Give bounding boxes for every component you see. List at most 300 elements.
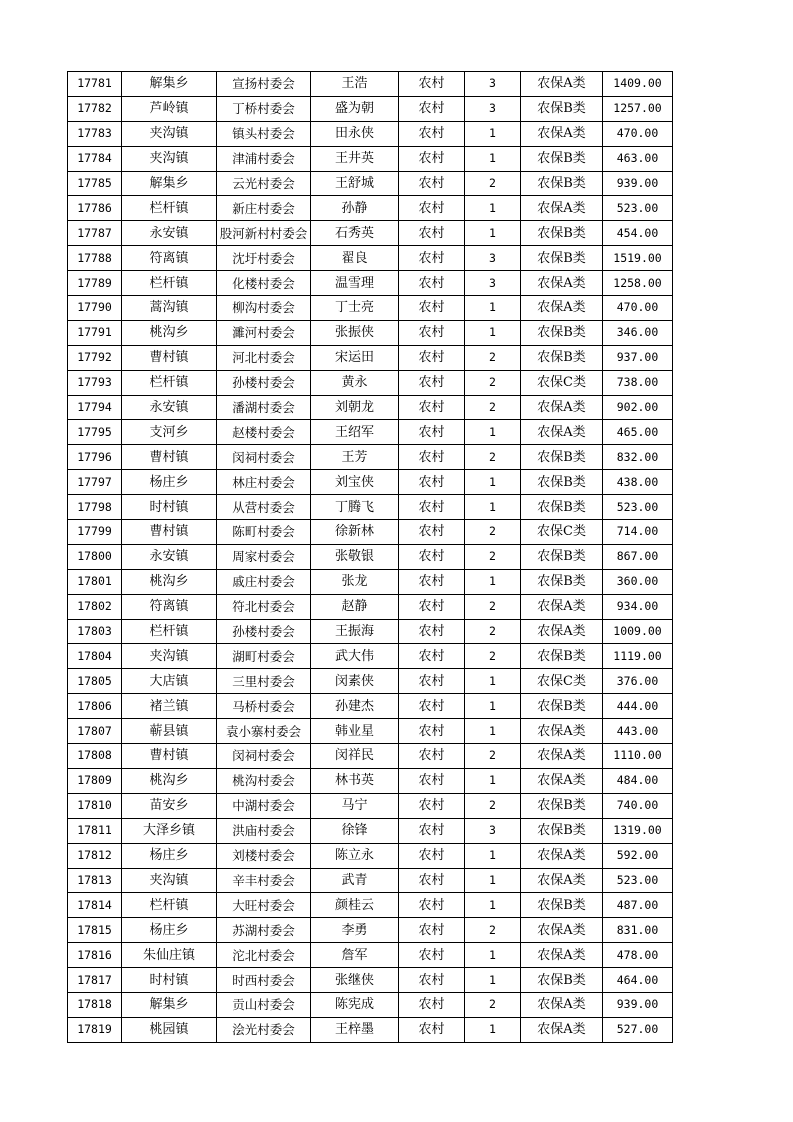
record-id-cell: 17806 — [68, 694, 122, 719]
count-cell: 2 — [465, 345, 521, 370]
category-cell: 农保C类 — [521, 520, 603, 545]
record-id-cell: 17794 — [68, 395, 122, 420]
amount-cell: 934.00 — [603, 594, 673, 619]
record-id-cell: 17786 — [68, 196, 122, 221]
category-cell: 农保B类 — [521, 968, 603, 993]
count-cell: 1 — [465, 221, 521, 246]
count-cell: 1 — [465, 470, 521, 495]
amount-cell: 592.00 — [603, 843, 673, 868]
record-id-cell: 17795 — [68, 420, 122, 445]
count-cell: 2 — [465, 520, 521, 545]
village-committee-cell: 潘湖村委会 — [217, 395, 311, 420]
township-cell: 桃沟乡 — [122, 569, 217, 594]
village-committee-cell: 马桥村委会 — [217, 694, 311, 719]
area-type-cell: 农村 — [399, 271, 465, 296]
village-committee-cell: 宣扬村委会 — [217, 72, 311, 97]
count-cell: 2 — [465, 918, 521, 943]
category-cell: 农保B类 — [521, 345, 603, 370]
township-cell: 蕲县镇 — [122, 719, 217, 744]
area-type-cell: 农村 — [399, 96, 465, 121]
area-type-cell: 农村 — [399, 296, 465, 321]
amount-cell: 902.00 — [603, 395, 673, 420]
name-cell: 林书英 — [311, 768, 399, 793]
record-id-cell: 17797 — [68, 470, 122, 495]
name-cell: 田永侠 — [311, 121, 399, 146]
table-row — [68, 569, 673, 594]
name-cell: 王振海 — [311, 619, 399, 644]
amount-cell: 939.00 — [603, 992, 673, 1017]
category-cell: 农保A类 — [521, 1017, 603, 1042]
amount-cell: 360.00 — [603, 569, 673, 594]
data-table — [67, 71, 673, 1043]
area-type-cell: 农村 — [399, 246, 465, 271]
record-id-cell: 17816 — [68, 943, 122, 968]
table-row — [68, 171, 673, 196]
category-cell: 农保B类 — [521, 893, 603, 918]
name-cell: 张继侠 — [311, 968, 399, 993]
category-cell: 农保A类 — [521, 619, 603, 644]
township-cell: 芦岭镇 — [122, 96, 217, 121]
name-cell: 陈宪成 — [311, 992, 399, 1017]
area-type-cell: 农村 — [399, 793, 465, 818]
name-cell: 孙静 — [311, 196, 399, 221]
record-id-cell: 17790 — [68, 296, 122, 321]
record-id-cell: 17787 — [68, 221, 122, 246]
record-id-cell: 17798 — [68, 495, 122, 520]
village-committee-cell: 河北村委会 — [217, 345, 311, 370]
village-committee-cell: 林庄村委会 — [217, 470, 311, 495]
table-row — [68, 271, 673, 296]
name-cell: 王井英 — [311, 146, 399, 171]
count-cell: 1 — [465, 146, 521, 171]
category-cell: 农保A类 — [521, 768, 603, 793]
amount-cell: 487.00 — [603, 893, 673, 918]
count-cell: 2 — [465, 644, 521, 669]
table-row — [68, 893, 673, 918]
area-type-cell: 农村 — [399, 818, 465, 843]
township-cell: 桃沟乡 — [122, 320, 217, 345]
record-id-cell: 17807 — [68, 719, 122, 744]
table-row — [68, 520, 673, 545]
area-type-cell: 农村 — [399, 345, 465, 370]
name-cell: 孙建杰 — [311, 694, 399, 719]
category-cell: 农保B类 — [521, 544, 603, 569]
village-committee-cell: 周家村委会 — [217, 544, 311, 569]
village-committee-cell: 津浦村委会 — [217, 146, 311, 171]
table-row — [68, 619, 673, 644]
township-cell: 苗安乡 — [122, 793, 217, 818]
name-cell: 闵祥民 — [311, 744, 399, 769]
count-cell: 2 — [465, 544, 521, 569]
count-cell: 1 — [465, 196, 521, 221]
count-cell: 2 — [465, 744, 521, 769]
amount-cell: 470.00 — [603, 296, 673, 321]
township-cell: 曹村镇 — [122, 520, 217, 545]
amount-cell: 478.00 — [603, 943, 673, 968]
table-row — [68, 694, 673, 719]
name-cell: 颜桂云 — [311, 893, 399, 918]
amount-cell: 832.00 — [603, 445, 673, 470]
area-type-cell: 农村 — [399, 121, 465, 146]
township-cell: 朱仙庄镇 — [122, 943, 217, 968]
village-committee-cell: 镇头村委会 — [217, 121, 311, 146]
category-cell: 农保A类 — [521, 719, 603, 744]
category-cell: 农保A类 — [521, 72, 603, 97]
table-row — [68, 818, 673, 843]
count-cell: 2 — [465, 793, 521, 818]
village-committee-cell: 辛丰村委会 — [217, 868, 311, 893]
record-id-cell: 17784 — [68, 146, 122, 171]
township-cell: 栏杆镇 — [122, 619, 217, 644]
village-committee-cell: 时西村委会 — [217, 968, 311, 993]
table-row — [68, 345, 673, 370]
township-cell: 永安镇 — [122, 221, 217, 246]
amount-cell: 523.00 — [603, 196, 673, 221]
township-cell: 解集乡 — [122, 992, 217, 1017]
record-id-cell: 17783 — [68, 121, 122, 146]
area-type-cell: 农村 — [399, 843, 465, 868]
village-committee-cell: 丁桥村委会 — [217, 96, 311, 121]
area-type-cell: 农村 — [399, 943, 465, 968]
count-cell: 1 — [465, 320, 521, 345]
area-type-cell: 农村 — [399, 146, 465, 171]
count-cell: 2 — [465, 171, 521, 196]
name-cell: 王梓墨 — [311, 1017, 399, 1042]
count-cell: 1 — [465, 495, 521, 520]
count-cell: 2 — [465, 992, 521, 1017]
village-committee-cell: 从营村委会 — [217, 495, 311, 520]
category-cell: 农保A类 — [521, 121, 603, 146]
category-cell: 农保A类 — [521, 744, 603, 769]
amount-cell: 1110.00 — [603, 744, 673, 769]
record-id-cell: 17802 — [68, 594, 122, 619]
category-cell: 农保B类 — [521, 445, 603, 470]
amount-cell: 438.00 — [603, 470, 673, 495]
count-cell: 1 — [465, 669, 521, 694]
name-cell: 宋运田 — [311, 345, 399, 370]
township-cell: 栏杆镇 — [122, 370, 217, 395]
count-cell: 2 — [465, 370, 521, 395]
amount-cell: 470.00 — [603, 121, 673, 146]
village-committee-cell: 沈圩村委会 — [217, 246, 311, 271]
village-committee-cell: 孙楼村委会 — [217, 619, 311, 644]
record-id-cell: 17808 — [68, 744, 122, 769]
name-cell: 徐锋 — [311, 818, 399, 843]
area-type-cell: 农村 — [399, 395, 465, 420]
township-cell: 大泽乡镇 — [122, 818, 217, 843]
township-cell: 解集乡 — [122, 171, 217, 196]
table-row — [68, 744, 673, 769]
amount-cell: 1319.00 — [603, 818, 673, 843]
category-cell: 农保B类 — [521, 146, 603, 171]
count-cell: 3 — [465, 72, 521, 97]
name-cell: 王浩 — [311, 72, 399, 97]
name-cell: 赵静 — [311, 594, 399, 619]
count-cell: 2 — [465, 594, 521, 619]
count-cell: 1 — [465, 296, 521, 321]
amount-cell: 443.00 — [603, 719, 673, 744]
table-row — [68, 470, 673, 495]
village-committee-cell: 贡山村委会 — [217, 992, 311, 1017]
name-cell: 李勇 — [311, 918, 399, 943]
record-id-cell: 17791 — [68, 320, 122, 345]
amount-cell: 867.00 — [603, 544, 673, 569]
name-cell: 张敬银 — [311, 544, 399, 569]
record-id-cell: 17801 — [68, 569, 122, 594]
village-committee-cell: 大旺村委会 — [217, 893, 311, 918]
township-cell: 栏杆镇 — [122, 893, 217, 918]
township-cell: 桃沟乡 — [122, 768, 217, 793]
name-cell: 温雪理 — [311, 271, 399, 296]
amount-cell: 1009.00 — [603, 619, 673, 644]
name-cell: 武大伟 — [311, 644, 399, 669]
table-row — [68, 594, 673, 619]
name-cell: 王绍军 — [311, 420, 399, 445]
village-committee-cell: 刘楼村委会 — [217, 843, 311, 868]
category-cell: 农保B类 — [521, 793, 603, 818]
village-committee-cell: 柳沟村委会 — [217, 296, 311, 321]
area-type-cell: 农村 — [399, 1017, 465, 1042]
table-row — [68, 246, 673, 271]
village-committee-cell: 陈町村委会 — [217, 520, 311, 545]
village-committee-cell: 三里村委会 — [217, 669, 311, 694]
area-type-cell: 农村 — [399, 320, 465, 345]
category-cell: 农保A类 — [521, 943, 603, 968]
name-cell: 翟良 — [311, 246, 399, 271]
village-committee-cell: 股河新村村委会 — [217, 221, 311, 246]
village-committee-cell: 闵祠村委会 — [217, 445, 311, 470]
table-row — [68, 843, 673, 868]
record-id-cell: 17796 — [68, 445, 122, 470]
township-cell: 褚兰镇 — [122, 694, 217, 719]
table-row — [68, 121, 673, 146]
name-cell: 张龙 — [311, 569, 399, 594]
table-row — [68, 420, 673, 445]
count-cell: 1 — [465, 768, 521, 793]
village-committee-cell: 湖町村委会 — [217, 644, 311, 669]
category-cell: 农保B类 — [521, 96, 603, 121]
category-cell: 农保B类 — [521, 495, 603, 520]
table-row — [68, 992, 673, 1017]
area-type-cell: 农村 — [399, 221, 465, 246]
amount-cell: 444.00 — [603, 694, 673, 719]
table-row — [68, 370, 673, 395]
village-committee-cell: 赵楼村委会 — [217, 420, 311, 445]
area-type-cell: 农村 — [399, 868, 465, 893]
record-id-cell: 17793 — [68, 370, 122, 395]
area-type-cell: 农村 — [399, 918, 465, 943]
count-cell: 1 — [465, 943, 521, 968]
count-cell: 1 — [465, 719, 521, 744]
category-cell: 农保B类 — [521, 320, 603, 345]
category-cell: 农保A类 — [521, 843, 603, 868]
township-cell: 蒿沟镇 — [122, 296, 217, 321]
village-committee-cell: 孙楼村委会 — [217, 370, 311, 395]
area-type-cell: 农村 — [399, 893, 465, 918]
category-cell: 农保A类 — [521, 271, 603, 296]
township-cell: 曹村镇 — [122, 345, 217, 370]
area-type-cell: 农村 — [399, 72, 465, 97]
record-id-cell: 17809 — [68, 768, 122, 793]
area-type-cell: 农村 — [399, 968, 465, 993]
area-type-cell: 农村 — [399, 619, 465, 644]
township-cell: 曹村镇 — [122, 744, 217, 769]
record-id-cell: 17781 — [68, 72, 122, 97]
township-cell: 夹沟镇 — [122, 121, 217, 146]
table-row — [68, 644, 673, 669]
township-cell: 时村镇 — [122, 495, 217, 520]
record-id-cell: 17817 — [68, 968, 122, 993]
category-cell: 农保B类 — [521, 246, 603, 271]
village-committee-cell: 苏湖村委会 — [217, 918, 311, 943]
area-type-cell: 农村 — [399, 744, 465, 769]
category-cell: 农保A类 — [521, 992, 603, 1017]
name-cell: 韩业星 — [311, 719, 399, 744]
count-cell: 1 — [465, 868, 521, 893]
record-id-cell: 17805 — [68, 669, 122, 694]
count-cell: 1 — [465, 694, 521, 719]
village-committee-cell: 符北村委会 — [217, 594, 311, 619]
name-cell: 闵素侠 — [311, 669, 399, 694]
count-cell: 2 — [465, 619, 521, 644]
village-committee-cell: 云光村委会 — [217, 171, 311, 196]
village-committee-cell: 戚庄村委会 — [217, 569, 311, 594]
village-committee-cell: 闵祠村委会 — [217, 744, 311, 769]
table-row — [68, 221, 673, 246]
amount-cell: 464.00 — [603, 968, 673, 993]
township-cell: 栏杆镇 — [122, 196, 217, 221]
area-type-cell: 农村 — [399, 694, 465, 719]
count-cell: 1 — [465, 121, 521, 146]
amount-cell: 714.00 — [603, 520, 673, 545]
category-cell: 农保C类 — [521, 669, 603, 694]
record-id-cell: 17811 — [68, 818, 122, 843]
name-cell: 黄永 — [311, 370, 399, 395]
record-id-cell: 17814 — [68, 893, 122, 918]
area-type-cell: 农村 — [399, 594, 465, 619]
table-row — [68, 495, 673, 520]
category-cell: 农保B类 — [521, 221, 603, 246]
amount-cell: 523.00 — [603, 495, 673, 520]
township-cell: 夹沟镇 — [122, 146, 217, 171]
table-row — [68, 395, 673, 420]
name-cell: 马宁 — [311, 793, 399, 818]
area-type-cell: 农村 — [399, 470, 465, 495]
count-cell: 1 — [465, 893, 521, 918]
area-type-cell: 农村 — [399, 196, 465, 221]
category-cell: 农保C类 — [521, 370, 603, 395]
village-committee-cell: 浍光村委会 — [217, 1017, 311, 1042]
amount-cell: 376.00 — [603, 669, 673, 694]
area-type-cell: 农村 — [399, 495, 465, 520]
category-cell: 农保B类 — [521, 171, 603, 196]
table-row — [68, 146, 673, 171]
village-committee-cell: 洪庙村委会 — [217, 818, 311, 843]
count-cell: 1 — [465, 843, 521, 868]
table-row — [68, 868, 673, 893]
township-cell: 符离镇 — [122, 246, 217, 271]
township-cell: 栏杆镇 — [122, 271, 217, 296]
area-type-cell: 农村 — [399, 171, 465, 196]
category-cell: 农保B类 — [521, 569, 603, 594]
table-row — [68, 793, 673, 818]
table-row — [68, 918, 673, 943]
area-type-cell: 农村 — [399, 445, 465, 470]
amount-cell: 1257.00 — [603, 96, 673, 121]
name-cell: 刘朝龙 — [311, 395, 399, 420]
count-cell: 3 — [465, 271, 521, 296]
area-type-cell: 农村 — [399, 544, 465, 569]
township-cell: 大店镇 — [122, 669, 217, 694]
category-cell: 农保A类 — [521, 196, 603, 221]
count-cell: 2 — [465, 445, 521, 470]
township-cell: 曹村镇 — [122, 445, 217, 470]
category-cell: 农保B类 — [521, 644, 603, 669]
township-cell: 时村镇 — [122, 968, 217, 993]
name-cell: 王芳 — [311, 445, 399, 470]
table-row — [68, 719, 673, 744]
table-row — [68, 1017, 673, 1042]
name-cell: 詹军 — [311, 943, 399, 968]
township-cell: 永安镇 — [122, 395, 217, 420]
record-id-cell: 17785 — [68, 171, 122, 196]
count-cell: 3 — [465, 246, 521, 271]
name-cell: 丁士亮 — [311, 296, 399, 321]
table-row — [68, 669, 673, 694]
count-cell: 1 — [465, 968, 521, 993]
village-committee-cell: 濉河村委会 — [217, 320, 311, 345]
township-cell: 解集乡 — [122, 72, 217, 97]
category-cell: 农保A类 — [521, 918, 603, 943]
amount-cell: 740.00 — [603, 793, 673, 818]
area-type-cell: 农村 — [399, 992, 465, 1017]
township-cell: 杨庄乡 — [122, 918, 217, 943]
village-committee-cell: 袁小寨村委会 — [217, 719, 311, 744]
name-cell: 武青 — [311, 868, 399, 893]
record-id-cell: 17810 — [68, 793, 122, 818]
count-cell: 1 — [465, 1017, 521, 1042]
record-id-cell: 17788 — [68, 246, 122, 271]
table-row — [68, 544, 673, 569]
table-row — [68, 72, 673, 97]
category-cell: 农保A类 — [521, 420, 603, 445]
category-cell: 农保B类 — [521, 694, 603, 719]
table-row — [68, 196, 673, 221]
category-cell: 农保A类 — [521, 868, 603, 893]
village-committee-cell: 桃沟村委会 — [217, 768, 311, 793]
area-type-cell: 农村 — [399, 669, 465, 694]
record-id-cell: 17818 — [68, 992, 122, 1017]
record-id-cell: 17812 — [68, 843, 122, 868]
record-id-cell: 17813 — [68, 868, 122, 893]
amount-cell: 454.00 — [603, 221, 673, 246]
township-cell: 夹沟镇 — [122, 868, 217, 893]
village-committee-cell: 新庄村委会 — [217, 196, 311, 221]
amount-cell: 831.00 — [603, 918, 673, 943]
amount-cell: 939.00 — [603, 171, 673, 196]
amount-cell: 1409.00 — [603, 72, 673, 97]
category-cell: 农保A类 — [521, 395, 603, 420]
name-cell: 张振侠 — [311, 320, 399, 345]
area-type-cell: 农村 — [399, 420, 465, 445]
record-id-cell: 17819 — [68, 1017, 122, 1042]
record-id-cell: 17792 — [68, 345, 122, 370]
name-cell: 石秀英 — [311, 221, 399, 246]
amount-cell: 484.00 — [603, 768, 673, 793]
count-cell: 2 — [465, 395, 521, 420]
table-row — [68, 968, 673, 993]
name-cell: 刘宝侠 — [311, 470, 399, 495]
